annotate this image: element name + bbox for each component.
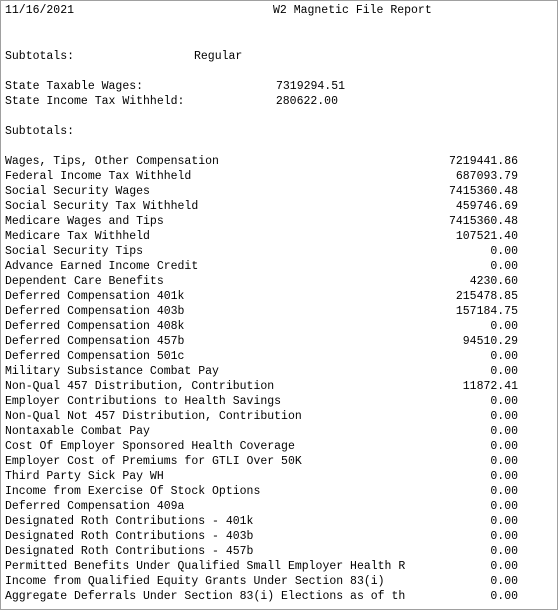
item-value: 7219441.86 [448,155,518,168]
subtotals-label: Subtotals: [5,50,75,63]
item-label: Designated Roth Contributions - 401k [5,515,254,528]
subtotals-type: Regular [194,50,243,63]
item-label: Social Security Tax Withheld [5,200,199,213]
item-value: 0.00 [490,260,518,273]
item-label: Non-Qual 457 Distribution, Contribution [5,380,275,393]
list-item [5,364,518,379]
item-label: Wages, Tips, Other Compensation [5,155,219,168]
item-label: Federal Income Tax Withheld [5,170,192,183]
item-label: Deferred Compensation 457b [5,335,185,348]
report-header [5,4,553,19]
item-value: 0.00 [490,530,518,543]
list-item [5,544,518,559]
item-label: Third Party Sick Pay WH [5,470,164,483]
item-label: Deferred Compensation 408k [5,320,185,333]
item-label: Dependent Care Benefits [5,275,164,288]
item-value: 107521.40 [455,230,518,243]
item-label: Aggregate Deferrals Under Section 83(i) Elections as of th [5,590,406,603]
list-item [5,514,518,529]
item-value: 0.00 [490,425,518,438]
item-label: Nontaxable Combat Pay [5,425,150,438]
item-value: 0.00 [490,575,518,588]
list-item [5,349,518,364]
list-item [5,454,518,469]
item-label: Medicare Tax Withheld [5,230,150,243]
item-value: 0.00 [490,515,518,528]
list-item [5,529,518,544]
item-value: 7415360.48 [448,185,518,198]
item-label: Military Subsistance Combat Pay [5,365,219,378]
item-value: 0.00 [490,560,518,573]
item-label: Deferred Compensation 403b [5,305,185,318]
state-row [5,94,345,109]
list-item [5,439,518,454]
list-item [5,499,518,514]
item-label: Advance Earned Income Credit [5,260,199,273]
list-item [5,184,518,199]
subtotals-list [5,154,518,604]
item-value: 11872.41 [462,380,518,393]
list-item [5,229,518,244]
item-value: 0.00 [490,365,518,378]
list-item [5,154,518,169]
item-label: Social Security Wages [5,185,150,198]
list-item [5,289,518,304]
item-value: 0.00 [490,485,518,498]
item-label: Deferred Compensation 401k [5,290,185,303]
item-value: 7415360.48 [448,215,518,228]
item-label: Permitted Benefits Under Qualified Small Employer Health R [5,560,406,573]
state-row-label: State Income Tax Withheld: [5,95,185,108]
state-row [5,79,345,94]
list-item [5,394,518,409]
item-value: 0.00 [490,590,518,603]
list-item [5,259,518,274]
item-label: Deferred Compensation 409a [5,500,185,513]
item-value: 0.00 [490,410,518,423]
item-label: Employer Cost of Premiums for GTLI Over 50K [5,455,302,468]
list-item [5,559,518,574]
list-item [5,484,518,499]
item-label: Income from Qualified Equity Grants Under Section 83(i) [5,575,385,588]
state-row-value: 280622.00 [275,95,338,108]
item-value: 0.00 [490,545,518,558]
item-value: 215478.85 [455,290,518,303]
list-item [5,574,518,589]
item-label: Designated Roth Contributions - 403b [5,530,254,543]
item-value: 0.00 [490,245,518,258]
list-item [5,334,518,349]
list-item [5,199,518,214]
list-item [5,214,518,229]
item-value: 4230.60 [469,275,518,288]
item-value: 459746.69 [455,200,518,213]
state-row-value: 7319294.51 [275,80,345,93]
item-value: 94510.29 [462,335,518,348]
list-item [5,589,518,604]
item-label: Income from Exercise Of Stock Options [5,485,261,498]
item-label: Designated Roth Contributions - 457b [5,545,254,558]
item-value: 0.00 [490,440,518,453]
item-label: Deferred Compensation 501c [5,350,185,363]
state-row-label: State Taxable Wages: [5,80,144,93]
item-label: Social Security Tips [5,245,144,258]
item-value: 687093.79 [455,170,518,183]
report-date: 11/16/2021 [5,4,75,17]
list-item [5,304,518,319]
item-value: 0.00 [490,320,518,333]
item-value: 0.00 [490,500,518,513]
list-item [5,169,518,184]
list-item [5,379,518,394]
item-value: 0.00 [490,350,518,363]
list-item [5,409,518,424]
list-item [5,424,518,439]
item-value: 157184.75 [455,305,518,318]
list-item [5,319,518,334]
item-label: Non-Qual Not 457 Distribution, Contribution [5,410,302,423]
report-title: W2 Magnetic File Report [273,4,432,17]
item-label: Medicare Wages and Tips [5,215,164,228]
item-label: Cost Of Employer Sponsored Health Coverage [5,440,295,453]
item-label: Employer Contributions to Health Savings [5,395,282,408]
item-value: 0.00 [490,395,518,408]
list-item [5,469,518,484]
list-item [5,244,518,259]
list-item [5,274,518,289]
item-value: 0.00 [490,455,518,468]
subtotals-label: Subtotals: [5,125,75,138]
item-value: 0.00 [490,470,518,483]
